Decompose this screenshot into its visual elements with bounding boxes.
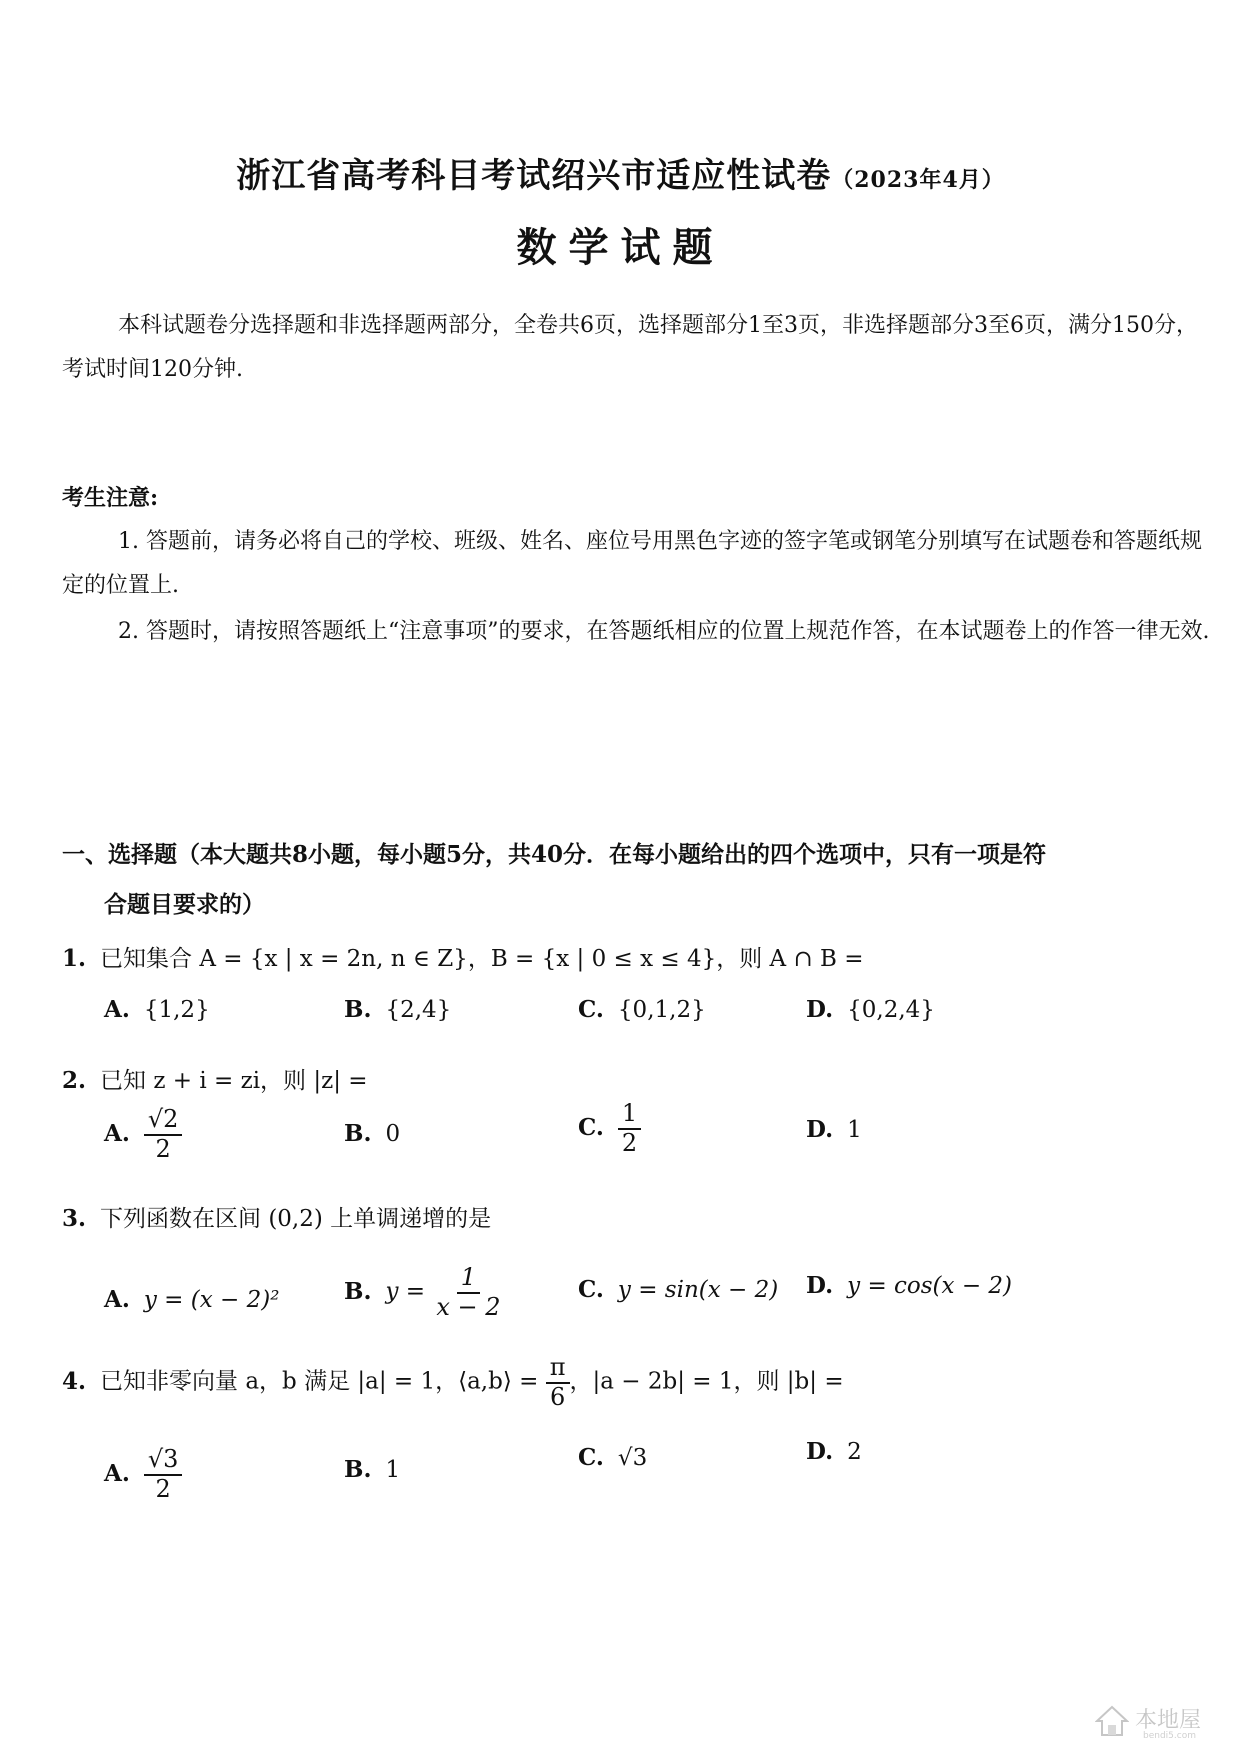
question-stem: 下列函数在区间 (0,2) 上单调递增的是 — [100, 1206, 492, 1232]
q1-option-a: A. {1,2} — [104, 996, 210, 1023]
q2-option-c: C. $\frac{1}{2}$ — [578, 1100, 641, 1157]
notice-heading: 考生注意: — [62, 485, 159, 511]
q4-option-d: D. 2 — [806, 1438, 862, 1465]
question-number: 3. — [62, 1205, 87, 1232]
q4-option-a: A. $\frac{√3}{2}$ — [104, 1446, 182, 1503]
question-stem: 已知 z + i = zi，则 |z| = — [100, 1068, 368, 1094]
question-stem: 已知非零向量 a，b 满足 |a| = 1，⟨a,b⟩ = — [100, 1368, 539, 1395]
watermark-url: bendi5.com — [1143, 1731, 1196, 1741]
question-number: 1. — [62, 945, 87, 972]
question-number: 2. — [62, 1067, 87, 1094]
intro-paragraph: 本科试题卷分选择题和非选择题两部分，全卷共6页，选择题部分1至3页，非选择题部分3至6页，满分150分，考试时间120分钟. — [62, 313, 1198, 382]
q2-option-a: A. $\frac{√2}{2}$ — [104, 1106, 182, 1163]
section-heading: 一、选择题（本大题共8小题，每小题5分，共40分．在每小题给出的四个选项中，只有一项是符 — [62, 841, 1047, 868]
question-2 — [62, 1062, 368, 1095]
question-4: 4. 已知非零向量 a，b 满足 |a| = 1，⟨a,b⟩ = $\frac{\pi}{6}$ ，|a − 2b| = 1，则 |b| = — [62, 1353, 844, 1411]
q3-option-c: C. y = sin(x − 2) — [578, 1276, 779, 1303]
q4-option-c: C. √3 — [578, 1444, 648, 1471]
exam-date: （2023年4月） — [831, 167, 1005, 193]
exam-subtitle: 数学试题 — [516, 224, 725, 271]
q3-option-b: B. y = $\frac{1}{x - 2}$ — [344, 1263, 501, 1321]
exam-title: 浙江省高考科目考试绍兴市适应性试卷（2023年4月） — [236, 156, 1005, 196]
q2-option-d: D. 1 — [806, 1116, 862, 1143]
question-3 — [62, 1200, 491, 1233]
section-heading-cont: 合题目要求的） — [104, 891, 265, 918]
notice-item-2: 2. 答题时，请按照答题纸上“注意事项”的要求，在答题纸相应的位置上规范作答，在本试题卷上的作答一律无效. — [118, 619, 1210, 644]
q1-option-d: D. {0,2,4} — [806, 996, 935, 1023]
q1-option-b: B. {2,4} — [344, 996, 452, 1023]
question-1 — [62, 940, 864, 973]
q3-option-d: D. y = cos(x − 2) — [806, 1272, 1013, 1299]
notice-item-1: 1. 答题前，请务必将自己的学校、班级、姓名、座位号用黑色字迹的签字笔或钢笔分别填写在试题卷和答题纸规定的位置上. — [62, 529, 1202, 598]
question-number: 4. — [62, 1367, 87, 1395]
q2-option-b: B. 0 — [344, 1120, 401, 1147]
site-watermark — [1095, 1701, 1215, 1741]
question-stem: 已知集合 A = {x | x = 2n, n ∈ Z}，B = {x | 0 ≤ x ≤ 4}，则 A ∩ B = — [100, 946, 864, 972]
q4-option-b: B. 1 — [344, 1456, 401, 1483]
q1-option-c: C. {0,1,2} — [578, 996, 706, 1023]
house-icon — [1095, 1705, 1129, 1737]
watermark-name: 本地屋 — [1135, 1708, 1202, 1733]
q3-option-a: A. y = (x − 2)² — [104, 1286, 280, 1313]
